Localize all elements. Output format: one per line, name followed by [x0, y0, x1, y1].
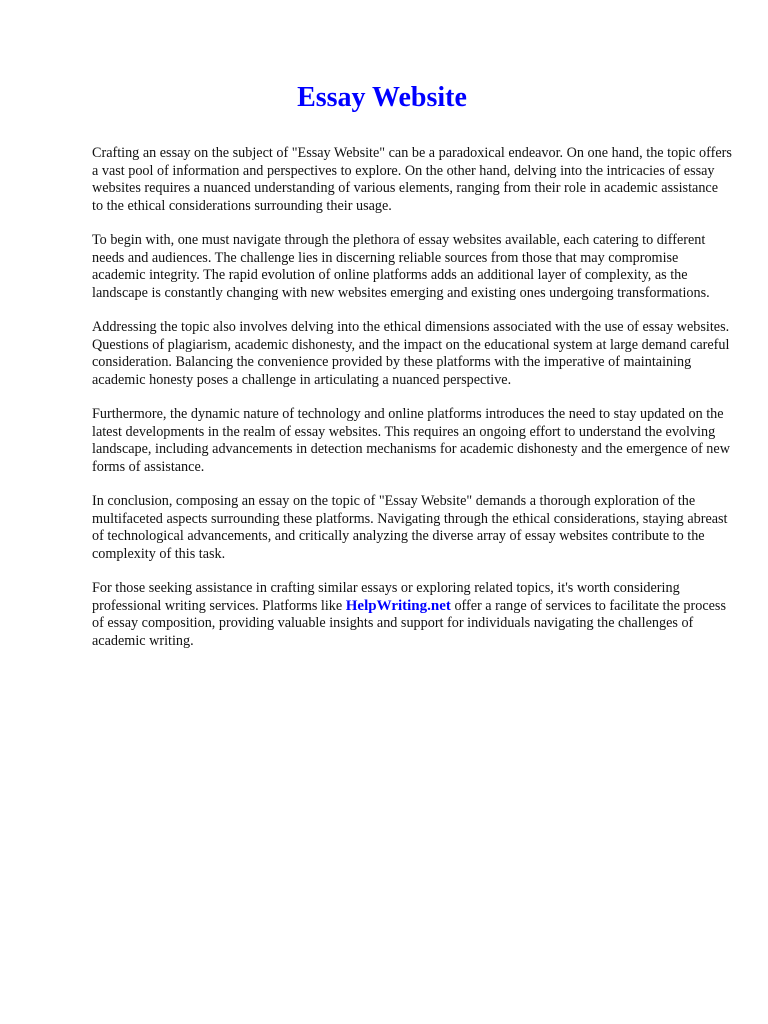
paragraph-5: In conclusion, composing an essay on the topic of "Essay Website" demands a thorough exploration of the multifaceted aspects surrounding these platforms. Navigating through the ethical considerations, staying abreast of technological advancements, and critically analyzing the diverse array of essay websites contribute to the complexity of this task.: [92, 493, 728, 562]
paragraph-3: Addressing the topic also involves delving into the ethical dimensions associated with the use of essay websites. Questions of plagiarism, academic dishonesty, and the impact on the educational system at large demand careful consideration. Balancing the convenience provided by these platforms with the imperative of maintaining academic honesty poses a challenge in articulating a nuanced perspective.: [92, 319, 730, 388]
paragraph-4: Furthermore, the dynamic nature of technology and online platforms introduces the need to stay updated on the latest developments in the realm of essay websites. This requires an ongoing effort to understand the evolving landscape, including advancements in detection mechanisms for academic dishonesty and the emergence of new forms of assistance.: [92, 406, 730, 475]
paragraph-6: [92, 580, 732, 650]
paragraph-2: To begin with, one must navigate through the plethora of essay websites available, each catering to different needs and audiences. The challenge lies in discerning reliable sources from those that may compromise academic integrity. The rapid evolution of online platforms adds an additional layer of complexity, as the landscape is constantly changing with new websites emerging and existing ones undergoing transformations.: [92, 232, 710, 301]
document-title: Essay Website: [297, 82, 467, 113]
paragraph-6-text-after-link: offer a range of services to facilitate the process of essay composition, providing valuable insights and support for individuals navigating the challenges of academic writing.: [92, 597, 726, 649]
document-body: [92, 145, 732, 650]
helpwriting-link[interactable]: HelpWriting.net: [345, 597, 451, 614]
paragraph-6-text-before-link: For those seeking assistance in crafting similar essays or exploring related topics, it's worth considering professional writing services. Platforms like: [92, 580, 680, 614]
paragraph-1: Crafting an essay on the subject of "Essay Website" can be a paradoxical endeavor. On one hand, the topic offers a vast pool of information and perspectives to explore. On the other hand, delving into the intricacies of essay websites requires a nuanced understanding of various elements, ranging from their role in academic assistance to the ethical considerations surrounding their usage.: [92, 145, 732, 214]
